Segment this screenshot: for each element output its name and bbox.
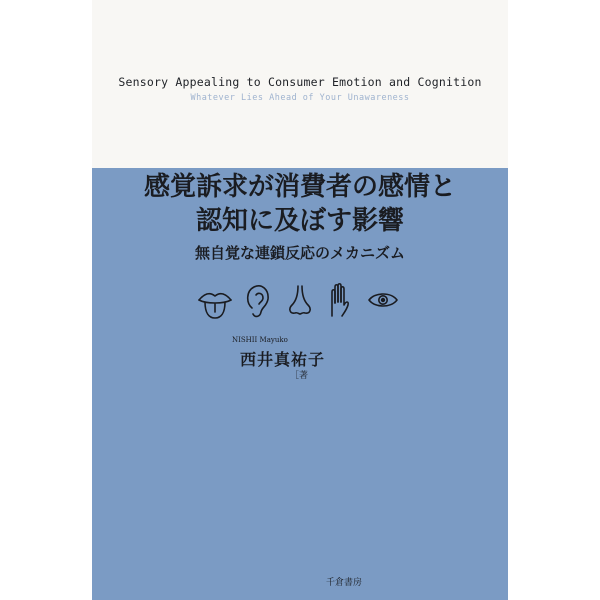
japanese-title-line-2: 認知に及ぼす影響 xyxy=(195,206,404,236)
english-subtitle: Whatever Lies Ahead of Your Unawareness xyxy=(190,93,410,103)
japanese-title xyxy=(92,170,508,238)
japanese-title-line-1: 感覚訴求が消費者の感情と xyxy=(143,172,456,202)
publisher-name: 千倉書房 xyxy=(326,578,363,588)
english-title: Sensory Appealing to Consumer Emotion and Cognition xyxy=(118,75,482,89)
author-name: 西井真祐子 xyxy=(240,350,326,369)
japanese-subtitle: 無自覚な連鎖反応のメカニズム xyxy=(194,244,405,262)
author-roman-name: NISHII Mayuko xyxy=(232,336,288,344)
author-role: ［著 xyxy=(290,371,309,381)
book-cover xyxy=(92,0,508,600)
